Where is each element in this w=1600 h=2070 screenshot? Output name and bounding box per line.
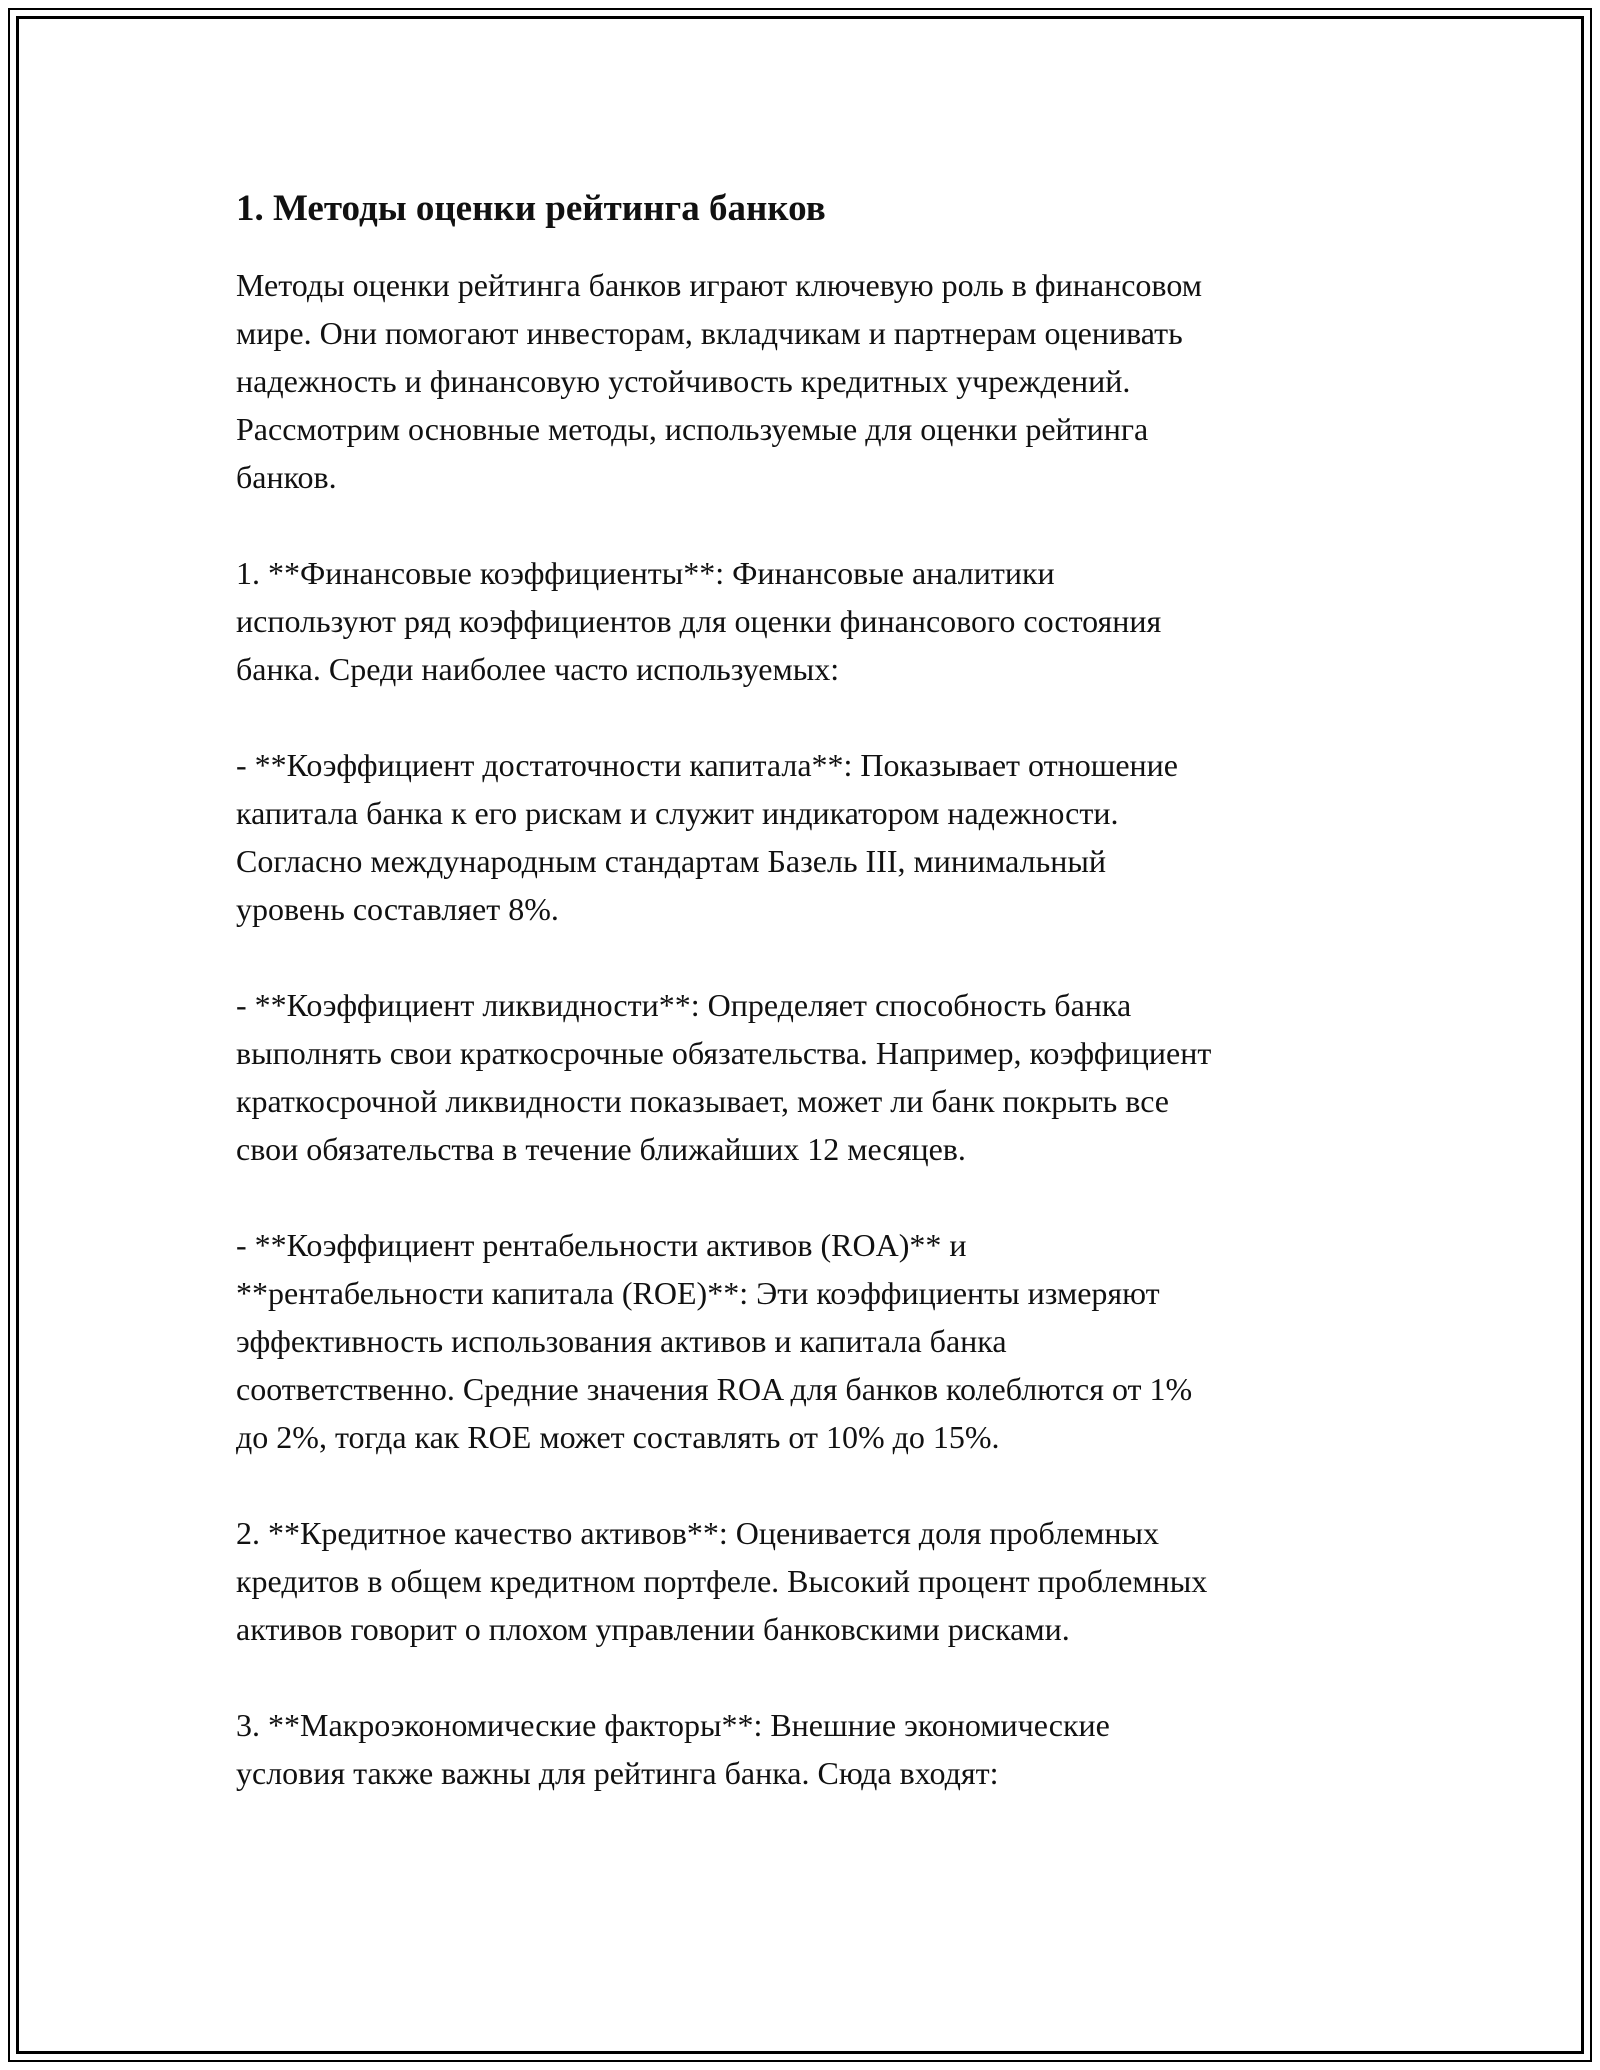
- section-title: 1. Методы оценки рейтинга банков: [236, 188, 826, 229]
- intro-paragraph: Методы оценки рейтинга банков играют ключевую роль в финансовом мире. Они помогают инвесторам, вкладчикам и партнерам оценивать надежность и финансовую устойчивость кредитных учреждений. Рассмотрим основные методы, используемые для оценки рейтинга банков.: [236, 267, 1202, 495]
- roa-roe-paragraph: - **Коэффициент рентабельности активов (ROA)** и **рентабельности капитала (ROE)**: Эти коэффициенты измеряют эффективность использования активов и капитала банка соответственно. Средние значения ROA для банков колеблются от 1% до 2%, тогда как ROE может составлять от 10% до 15%.: [236, 1227, 1193, 1455]
- document-body: [236, 185, 1366, 1845]
- financial-ratios-paragraph: 1. **Финансовые коэффициенты**: Финансовые аналитики используют ряд коэффициентов для оценки финансового состояния банка. Среди наиболее часто используемых:: [236, 555, 1162, 687]
- macro-factors-paragraph: 3. **Макроэкономические факторы**: Внешние экономические условия также важны для рейтинга банка. Сюда входят:: [236, 1707, 1110, 1791]
- credit-quality-paragraph: 2. **Кредитное качество активов**: Оценивается доля проблемных кредитов в общем кредитном портфеле. Высокий процент проблемных активов говорит о плохом управлении банковскими рисками.: [236, 1515, 1208, 1647]
- capital-adequacy-paragraph: - **Коэффициент достаточности капитала**: Показывает отношение капитала банка к его рискам и служит индикатором надежности. Согласно международным стандартам Базель III, минимальный уровень составляет 8%.: [236, 747, 1178, 927]
- liquidity-paragraph: - **Коэффициент ликвидности**: Определяет способность банка выполнять свои краткосрочные обязательства. Например, коэффициент краткосрочной ликвидности показывает, может ли банк покрыть все свои обязательства в течение ближайших 12 месяцев.: [236, 987, 1212, 1167]
